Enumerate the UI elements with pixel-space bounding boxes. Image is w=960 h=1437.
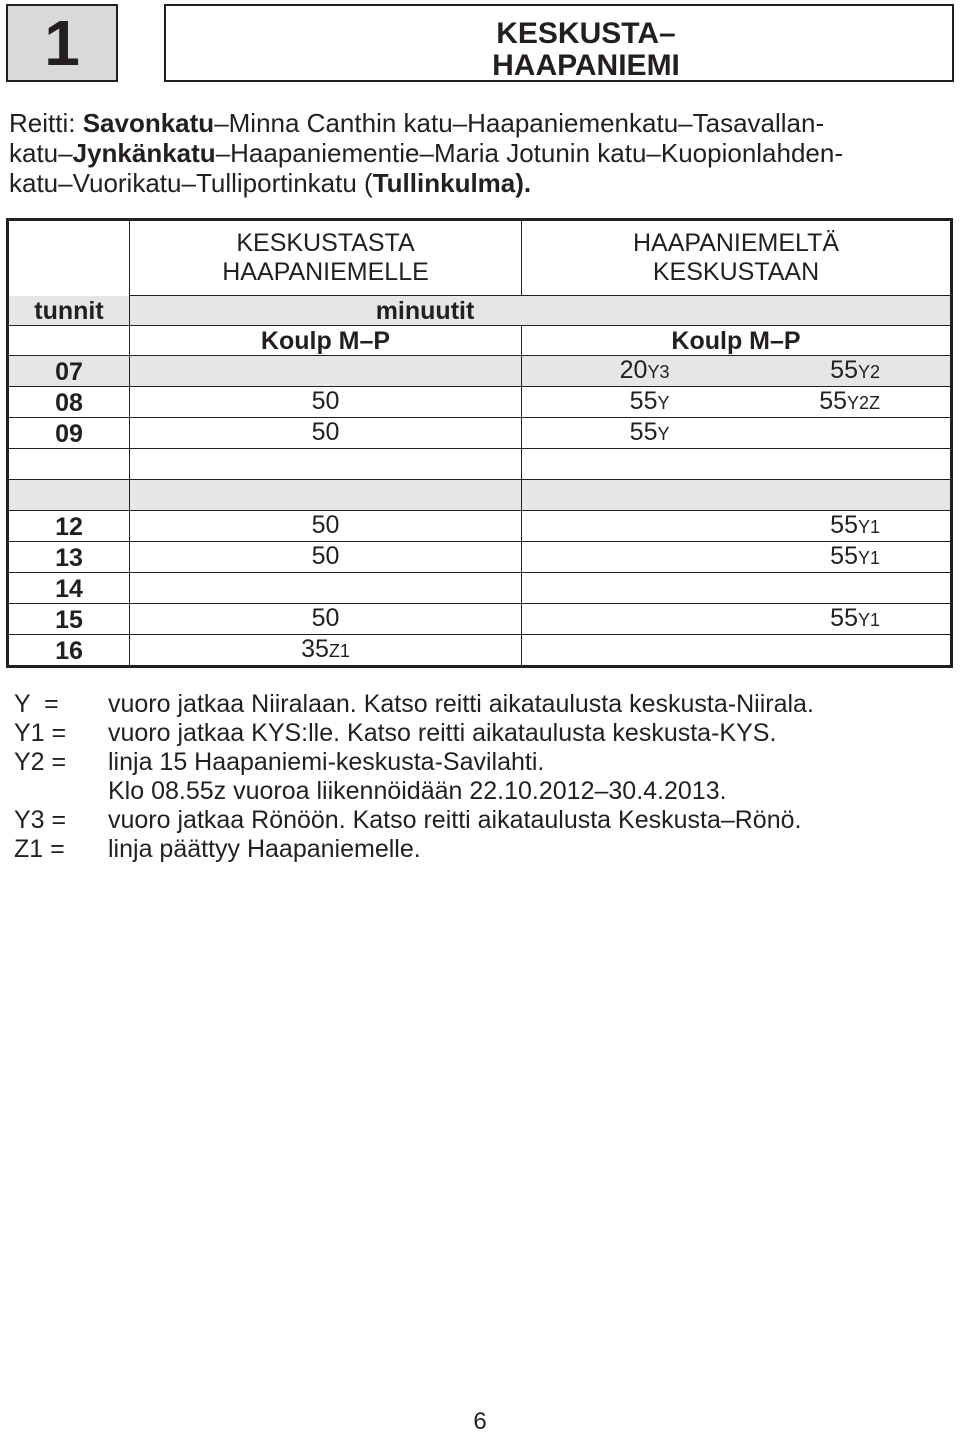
legend bbox=[14, 690, 944, 864]
direction-2-line2: KESKUSTAAN bbox=[652, 258, 820, 286]
dir2-minutes-cell-a bbox=[522, 573, 718, 604]
dir2-minutes-cell-b-note: Y2 bbox=[857, 362, 881, 382]
dir1-minutes-cell bbox=[130, 356, 522, 387]
hour-cell-value: 08 bbox=[55, 389, 83, 417]
direction-1-line1: KESKUSTASTA bbox=[236, 229, 415, 257]
route-title-line2: HAAPANIEMI bbox=[492, 49, 680, 82]
timetable bbox=[6, 218, 953, 668]
hour-cell-value: 13 bbox=[55, 544, 83, 572]
dir2-minutes-cell-b bbox=[718, 449, 952, 480]
header-empty-cell bbox=[8, 220, 130, 296]
dir1-minutes-cell bbox=[130, 573, 522, 604]
timetable-row bbox=[8, 604, 952, 635]
hour-cell bbox=[8, 356, 130, 387]
days-row bbox=[8, 326, 952, 356]
dir2-minutes-cell-b bbox=[718, 604, 952, 635]
dir2-minutes-cell-b bbox=[718, 511, 952, 542]
direction-2-heading bbox=[522, 220, 952, 296]
dir2-minutes-cell-a bbox=[522, 511, 718, 542]
timetable-row bbox=[8, 418, 952, 449]
dir1-minutes-cell bbox=[130, 635, 522, 667]
hour-cell-value: 16 bbox=[55, 637, 83, 665]
dir2-minutes-cell-b-value: 55 bbox=[830, 604, 858, 632]
dir2-minutes-cell-b-note: Y1 bbox=[857, 548, 881, 568]
hour-cell bbox=[8, 635, 130, 667]
timetable-row bbox=[8, 635, 952, 667]
dir1-minutes-cell-value: 50 bbox=[311, 387, 340, 415]
legend-key: Y = bbox=[14, 690, 59, 718]
direction-2-line1: HAAPANIEMELTÄ bbox=[632, 229, 840, 257]
timetable-rows bbox=[8, 356, 952, 667]
legend-item bbox=[14, 748, 944, 777]
route-line-2 bbox=[9, 138, 954, 168]
dir2-minutes-cell-b-value: 55 bbox=[819, 387, 847, 415]
dir2-minutes-cell-a-value: 55 bbox=[629, 387, 658, 415]
hour-cell bbox=[8, 604, 130, 635]
dir1-minutes-cell bbox=[130, 387, 522, 418]
minutes-label: minuutit bbox=[130, 296, 952, 326]
route-stop-bold-2: Jynkänkatu bbox=[72, 138, 216, 168]
direction-1-heading bbox=[130, 220, 522, 296]
dir2-minutes-cell-a bbox=[522, 480, 718, 511]
dir2-minutes-cell-b-value: 55 bbox=[830, 356, 858, 384]
hours-label: tunnit bbox=[8, 296, 130, 326]
route-stop-bold-1: Savonkatu bbox=[82, 108, 215, 138]
dir2-minutes-cell-b-note: Y1 bbox=[857, 517, 881, 537]
dir2-minutes-cell-b bbox=[718, 573, 952, 604]
route-text-3: –Haapaniementie–Maria Jotunin katu–Kuopionlahden- bbox=[215, 138, 844, 168]
dir2-minutes-cell-a-note: Y bbox=[657, 393, 670, 413]
hour-cell bbox=[8, 542, 130, 573]
dir2-minutes-cell-a bbox=[522, 604, 718, 635]
dir1-minutes-cell bbox=[130, 449, 522, 480]
timetable-row bbox=[8, 573, 952, 604]
legend-key: Y1 = bbox=[14, 719, 67, 747]
dir2-minutes-cell-a bbox=[522, 542, 718, 573]
legend-item bbox=[14, 835, 944, 864]
route-title-line1: KESKUSTA– bbox=[496, 17, 676, 50]
legend-item bbox=[14, 806, 944, 835]
hour-cell-value: 15 bbox=[55, 606, 83, 634]
direction-1-line2: HAAPANIEMELLE bbox=[222, 258, 429, 286]
hour-cell bbox=[8, 511, 130, 542]
hour-cell bbox=[8, 449, 130, 480]
units-row bbox=[8, 296, 952, 326]
timetable-row bbox=[8, 511, 952, 542]
dir2-minutes-cell-a-value: 55 bbox=[629, 418, 658, 446]
dir1-minutes-cell-value: 50 bbox=[311, 604, 340, 632]
timetable-row bbox=[8, 387, 952, 418]
dir2-minutes-cell-b-value: 55 bbox=[830, 511, 858, 539]
dir2-minutes-cell-b bbox=[718, 542, 952, 573]
dir1-minutes-cell-value: 50 bbox=[311, 511, 340, 539]
dir2-minutes-cell-a bbox=[522, 449, 718, 480]
dir2-minutes-cell-b-note: Y1 bbox=[857, 610, 881, 630]
hour-cell bbox=[8, 387, 130, 418]
dir2-minutes-cell-a bbox=[522, 356, 718, 387]
dir1-minutes-cell bbox=[130, 480, 522, 511]
legend-text: linja päättyy Haapaniemelle. bbox=[108, 835, 421, 863]
hour-cell bbox=[8, 573, 130, 604]
legend-text: vuoro jatkaa Niiralaan. Katso reitti aikataulusta keskusta-Niirala. bbox=[108, 690, 814, 718]
dir1-minutes-cell-value: 50 bbox=[311, 542, 340, 570]
legend-text: vuoro jatkaa KYS:lle. Katso reitti aikataulusta keskusta-KYS. bbox=[108, 719, 777, 747]
dir2-minutes-cell-b bbox=[718, 356, 952, 387]
legend-key: Z1 = bbox=[14, 835, 65, 863]
route-stop-bold-3: Tullinkulma). bbox=[372, 168, 532, 198]
line-number: 1 bbox=[44, 7, 80, 79]
dir2-minutes-cell-a bbox=[522, 387, 718, 418]
route-description bbox=[9, 108, 954, 198]
dir2-minutes-cell-a bbox=[522, 418, 718, 449]
route-line-1 bbox=[9, 108, 954, 138]
dir2-minutes-cell-b bbox=[718, 635, 952, 667]
dir1-minutes-cell bbox=[130, 542, 522, 573]
legend-item bbox=[14, 690, 944, 719]
timetable-row bbox=[8, 542, 952, 573]
dir2-minutes-cell-a-value: 20 bbox=[619, 356, 648, 384]
dir2-minutes-cell-a-note: Y bbox=[657, 424, 670, 444]
route-line-3 bbox=[9, 168, 954, 198]
timetable-row bbox=[8, 356, 952, 387]
dir2-minutes-cell-b-value: 55 bbox=[830, 542, 858, 570]
hour-cell bbox=[8, 418, 130, 449]
dir2-minutes-cell-a bbox=[522, 635, 718, 667]
days-direction-1: Koulp M–P bbox=[130, 326, 522, 356]
hour-cell-value: 07 bbox=[55, 358, 83, 386]
route-title-box bbox=[164, 4, 954, 82]
dir1-minutes-cell-note: Z1 bbox=[328, 641, 350, 661]
legend-key bbox=[14, 777, 108, 806]
route-text-1: –Minna Canthin katu–Haapaniemenkatu–Tasavallan- bbox=[214, 108, 825, 138]
page-number: 6 bbox=[473, 1408, 487, 1435]
dir1-minutes-cell-value: 35 bbox=[301, 635, 329, 663]
legend-text: linja 15 Haapaniemi-keskusta-Savilahti. bbox=[108, 748, 545, 776]
dir2-minutes-cell-b bbox=[718, 387, 952, 418]
timetable-row bbox=[8, 480, 952, 511]
dir1-minutes-cell-value: 50 bbox=[311, 418, 340, 446]
legend-item bbox=[14, 777, 944, 806]
line-number-box bbox=[6, 4, 118, 82]
dir1-minutes-cell bbox=[130, 418, 522, 449]
legend-text: Klo 08.55z vuoroa liikennöidään 22.10.2012–30.4.2013. bbox=[108, 777, 727, 805]
route-text-4: katu–Vuorikatu–Tulliportinkatu ( bbox=[9, 168, 373, 198]
dir2-minutes-cell-b bbox=[718, 480, 952, 511]
hour-cell bbox=[8, 480, 130, 511]
route-prefix: Reitti: bbox=[9, 108, 83, 138]
timetable-header-row bbox=[8, 220, 952, 296]
days-direction-2: Koulp M–P bbox=[522, 326, 952, 356]
dir2-minutes-cell-a-note: Y3 bbox=[647, 362, 670, 382]
hour-cell-value: 09 bbox=[55, 420, 83, 448]
hour-cell-value: 14 bbox=[55, 575, 83, 603]
timetable-row bbox=[8, 449, 952, 480]
days-empty-cell bbox=[8, 326, 130, 356]
route-text-2: katu– bbox=[9, 138, 73, 168]
dir1-minutes-cell bbox=[130, 511, 522, 542]
hour-cell-value: 12 bbox=[55, 513, 83, 541]
dir2-minutes-cell-b bbox=[718, 418, 952, 449]
legend-key: Y2 = bbox=[14, 748, 67, 776]
legend-item bbox=[14, 719, 944, 748]
legend-text: vuoro jatkaa Rönöön. Katso reitti aikataulusta Keskusta–Rönö. bbox=[108, 806, 802, 834]
dir2-minutes-cell-b-note: Y2Z bbox=[847, 393, 881, 413]
legend-key: Y3 = bbox=[14, 806, 67, 834]
dir1-minutes-cell bbox=[130, 604, 522, 635]
